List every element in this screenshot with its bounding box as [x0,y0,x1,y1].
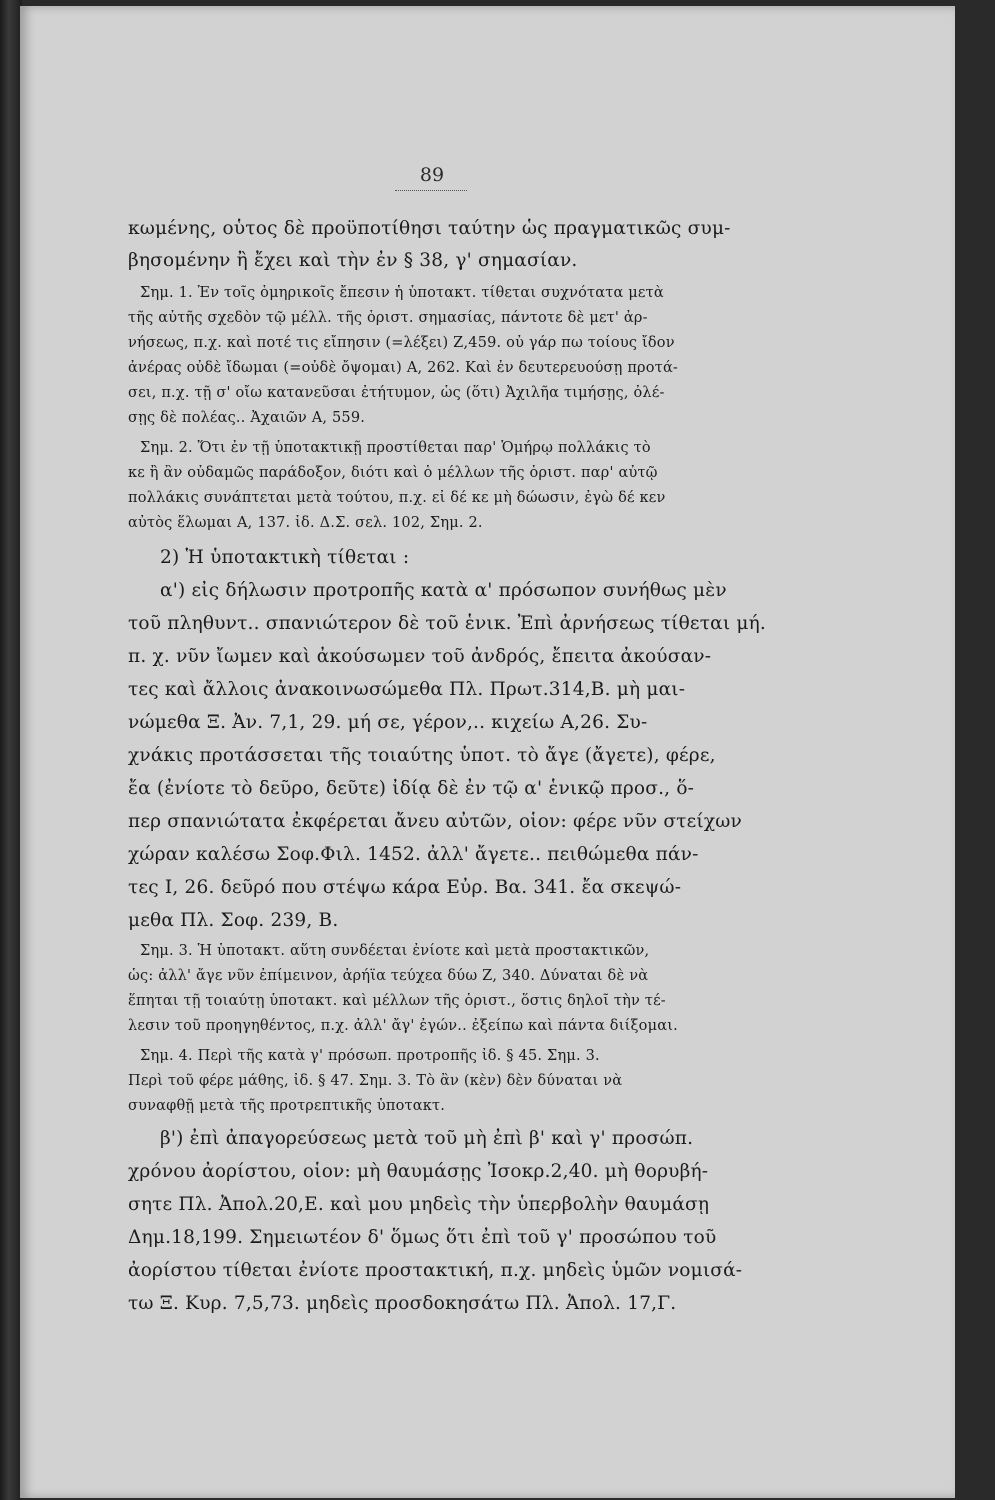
note-line: Σημ. 4. Περὶ τῆς κατὰ γ' πρόσωπ. προτροπῆς ἰδ. § 45. Σημ. 3. [140,1048,600,1064]
text-line: τες καὶ ἄλλοις ἀνακοινωσώμεθα Πλ. Πρωτ.314,Β. μὴ μαι- [128,679,686,700]
text-line: βησομένην ἢ ἔχει καὶ τὴν ἐν § 38, γ' σημασίαν. [128,250,578,271]
note-line: ἀνέρας οὐδὲ ἴδωμαι (=οὐδὲ ὄψομαι) Α, 262. Καὶ ἐν δευτερευούσῃ προτά- [128,360,679,376]
text-line: ἀορίστου τίθεται ἐνίοτε προστακτική, π.χ. μηδεὶς ὑμῶν νομισά- [128,1260,743,1281]
text-line: Δημ.18,199. Σημειωτέον δ' ὅμως ὅτι ἐπὶ τοῦ γ' προσώπου τοῦ [128,1227,717,1248]
text-line: α') εἰς δήλωσιν προτροπῆς κατὰ α' πρόσωπον συνήθως μὲν [160,580,727,601]
note-line: ἕπηται τῇ τοιαύτῃ ὑποτακτ. καὶ μέλλων τῆς ὁριστ., ὅστις δηλοῖ τὴν τέ- [128,993,666,1009]
note-line: συναφθῇ μετὰ τῆς προτρεπτικῆς ὑποτακτ. [128,1098,446,1114]
text-line: ἔα (ἐνίοτε τὸ δεῦρο, δεῦτε) ἰδίᾳ δὲ ἐν τῷ α' ἑνικῷ προσ., ὅ- [128,778,695,799]
note-line: λεσιν τοῦ προηγηθέντος, π.χ. ἀλλ' ἄγ' ἐγών.. ἐξείπω καὶ πάντα διίξομαι. [128,1018,678,1034]
note-line: αὐτὸς ἕλωμαι Α, 137. ἰδ. Δ.Σ. σελ. 102, Σημ. 2. [128,515,483,531]
text-line: χρόνου ἀορίστου, οἷον: μὴ θαυμάσῃς Ἰσοκρ.2,40. μὴ θορυβή- [128,1161,709,1182]
text-line: τες Ι, 26. δεῦρό που στέψω κάρα Εὐρ. Βα. 341. ἔα σκεψώ- [128,877,682,898]
text-line: τω Ξ. Κυρ. 7,5,73. μηδεὶς προσδοκησάτω Πλ. Ἀπολ. 17,Γ. [128,1293,677,1314]
text-line: χνάκις προτάσσεται τῆς τοιαύτης ὑποτ. τὸ ἄγε (ἄγετε), φέρε, [128,745,716,766]
note-line: ὡς: ἀλλ' ἄγε νῦν ἐπίμεινον, ἀρήϊα τεύχεα δύω Ζ, 340. Δύναται δὲ νὰ [128,968,649,984]
text-line: μεθα Πλ. Σοφ. 239, Β. [128,910,339,931]
text-line: β') ἐπὶ ἀπαγορεύσεως μετὰ τοῦ μὴ ἐπὶ β' καὶ γ' προσώπ. [160,1128,694,1149]
page-number-rule [395,190,467,191]
note-line: σει, π.χ. τῇ σ' οἴω κατανεῦσαι ἐτήτυμον, ὡς (ὅτι) Ἀχιλῆα τιμήσῃς, ὀλέ- [128,385,665,401]
note-line: τῆς αὐτῆς σχεδὸν τῷ μέλλ. τῆς ὁριστ. σημασίας, πάντοτε δὲ μετ' ἀρ- [128,310,648,326]
note-line: πολλάκις συνάπτεται μετὰ τούτου, π.χ. εἰ δέ κε μὴ δώωσιν, ἐγὼ δέ κεν [128,490,666,506]
text-line: χώραν καλέσω Σοφ.Φιλ. 1452. ἀλλ' ἄγετε.. πειθώμεθα πάν- [128,844,699,865]
note-line: Σημ. 3. Ἡ ὑποτακτ. αὕτη συνδέεται ἐνίοτε καὶ μετὰ προστακτικῶν, [140,943,650,959]
note-line: Σημ. 1. Ἐν τοῖς ὁμηρικοῖς ἔπεσιν ἡ ὑποτακτ. τίθεται συχνότατα μετὰ [140,285,664,301]
book-binding-edge [0,0,22,1500]
text-line: περ σπανιώτατα ἐκφέρεται ἄνευ αὐτῶν, οἷον: φέρε νῦν στείχων [128,811,742,832]
text-line: τοῦ πληθυντ.. σπανιώτερον δὲ τοῦ ἑνικ. Ἐπὶ ἀρνήσεως τίθεται μή. [128,613,766,634]
section-heading: 2) Ἡ ὑποτακτικὴ τίθεται : [160,547,410,568]
text-line: σητε Πλ. Ἀπολ.20,Ε. καὶ μου μηδεὶς τὴν ὑπερβολὴν θαυμάσῃ [128,1194,710,1215]
book-page [20,6,955,1498]
text-line: κωμένης, οὗτος δὲ προϋποτίθησι ταύτην ὡς πραγματικῶς συμ- [128,218,731,239]
note-line: Σημ. 2. Ὅτι ἐν τῇ ὑποτακτικῇ προστίθεται παρ' Ὁμήρῳ πολλάκις τὸ [140,440,651,456]
page-number: 89 [419,164,445,186]
note-line: Περὶ τοῦ φέρε μάθης, ἰδ. § 47. Σημ. 3. Τὸ ἂν (κὲν) δὲν δύναται νὰ [128,1073,623,1089]
note-line: σῃς δὲ πολέας.. Ἀχαιῶν Α, 559. [128,410,366,426]
note-line: νήσεως, π.χ. καὶ ποτέ τις εἴπησιν (=λέξει) Ζ,459. οὐ γάρ πω τοίους ἴδον [128,335,675,351]
text-line: π. χ. νῦν ἴωμεν καὶ ἀκούσωμεν τοῦ ἀνδρός, ἔπειτα ἀκούσαν- [128,646,712,667]
note-line: κε ἢ ἂν οὐδαμῶς παράδοξον, διότι καὶ ὁ μέλλων τῆς ὁριστ. παρ' αὐτῷ [128,465,658,481]
text-line: νώμεθα Ξ. Ἀν. 7,1, 29. μή σε, γέρον,.. κιχείω Α,26. Συ- [128,712,648,733]
